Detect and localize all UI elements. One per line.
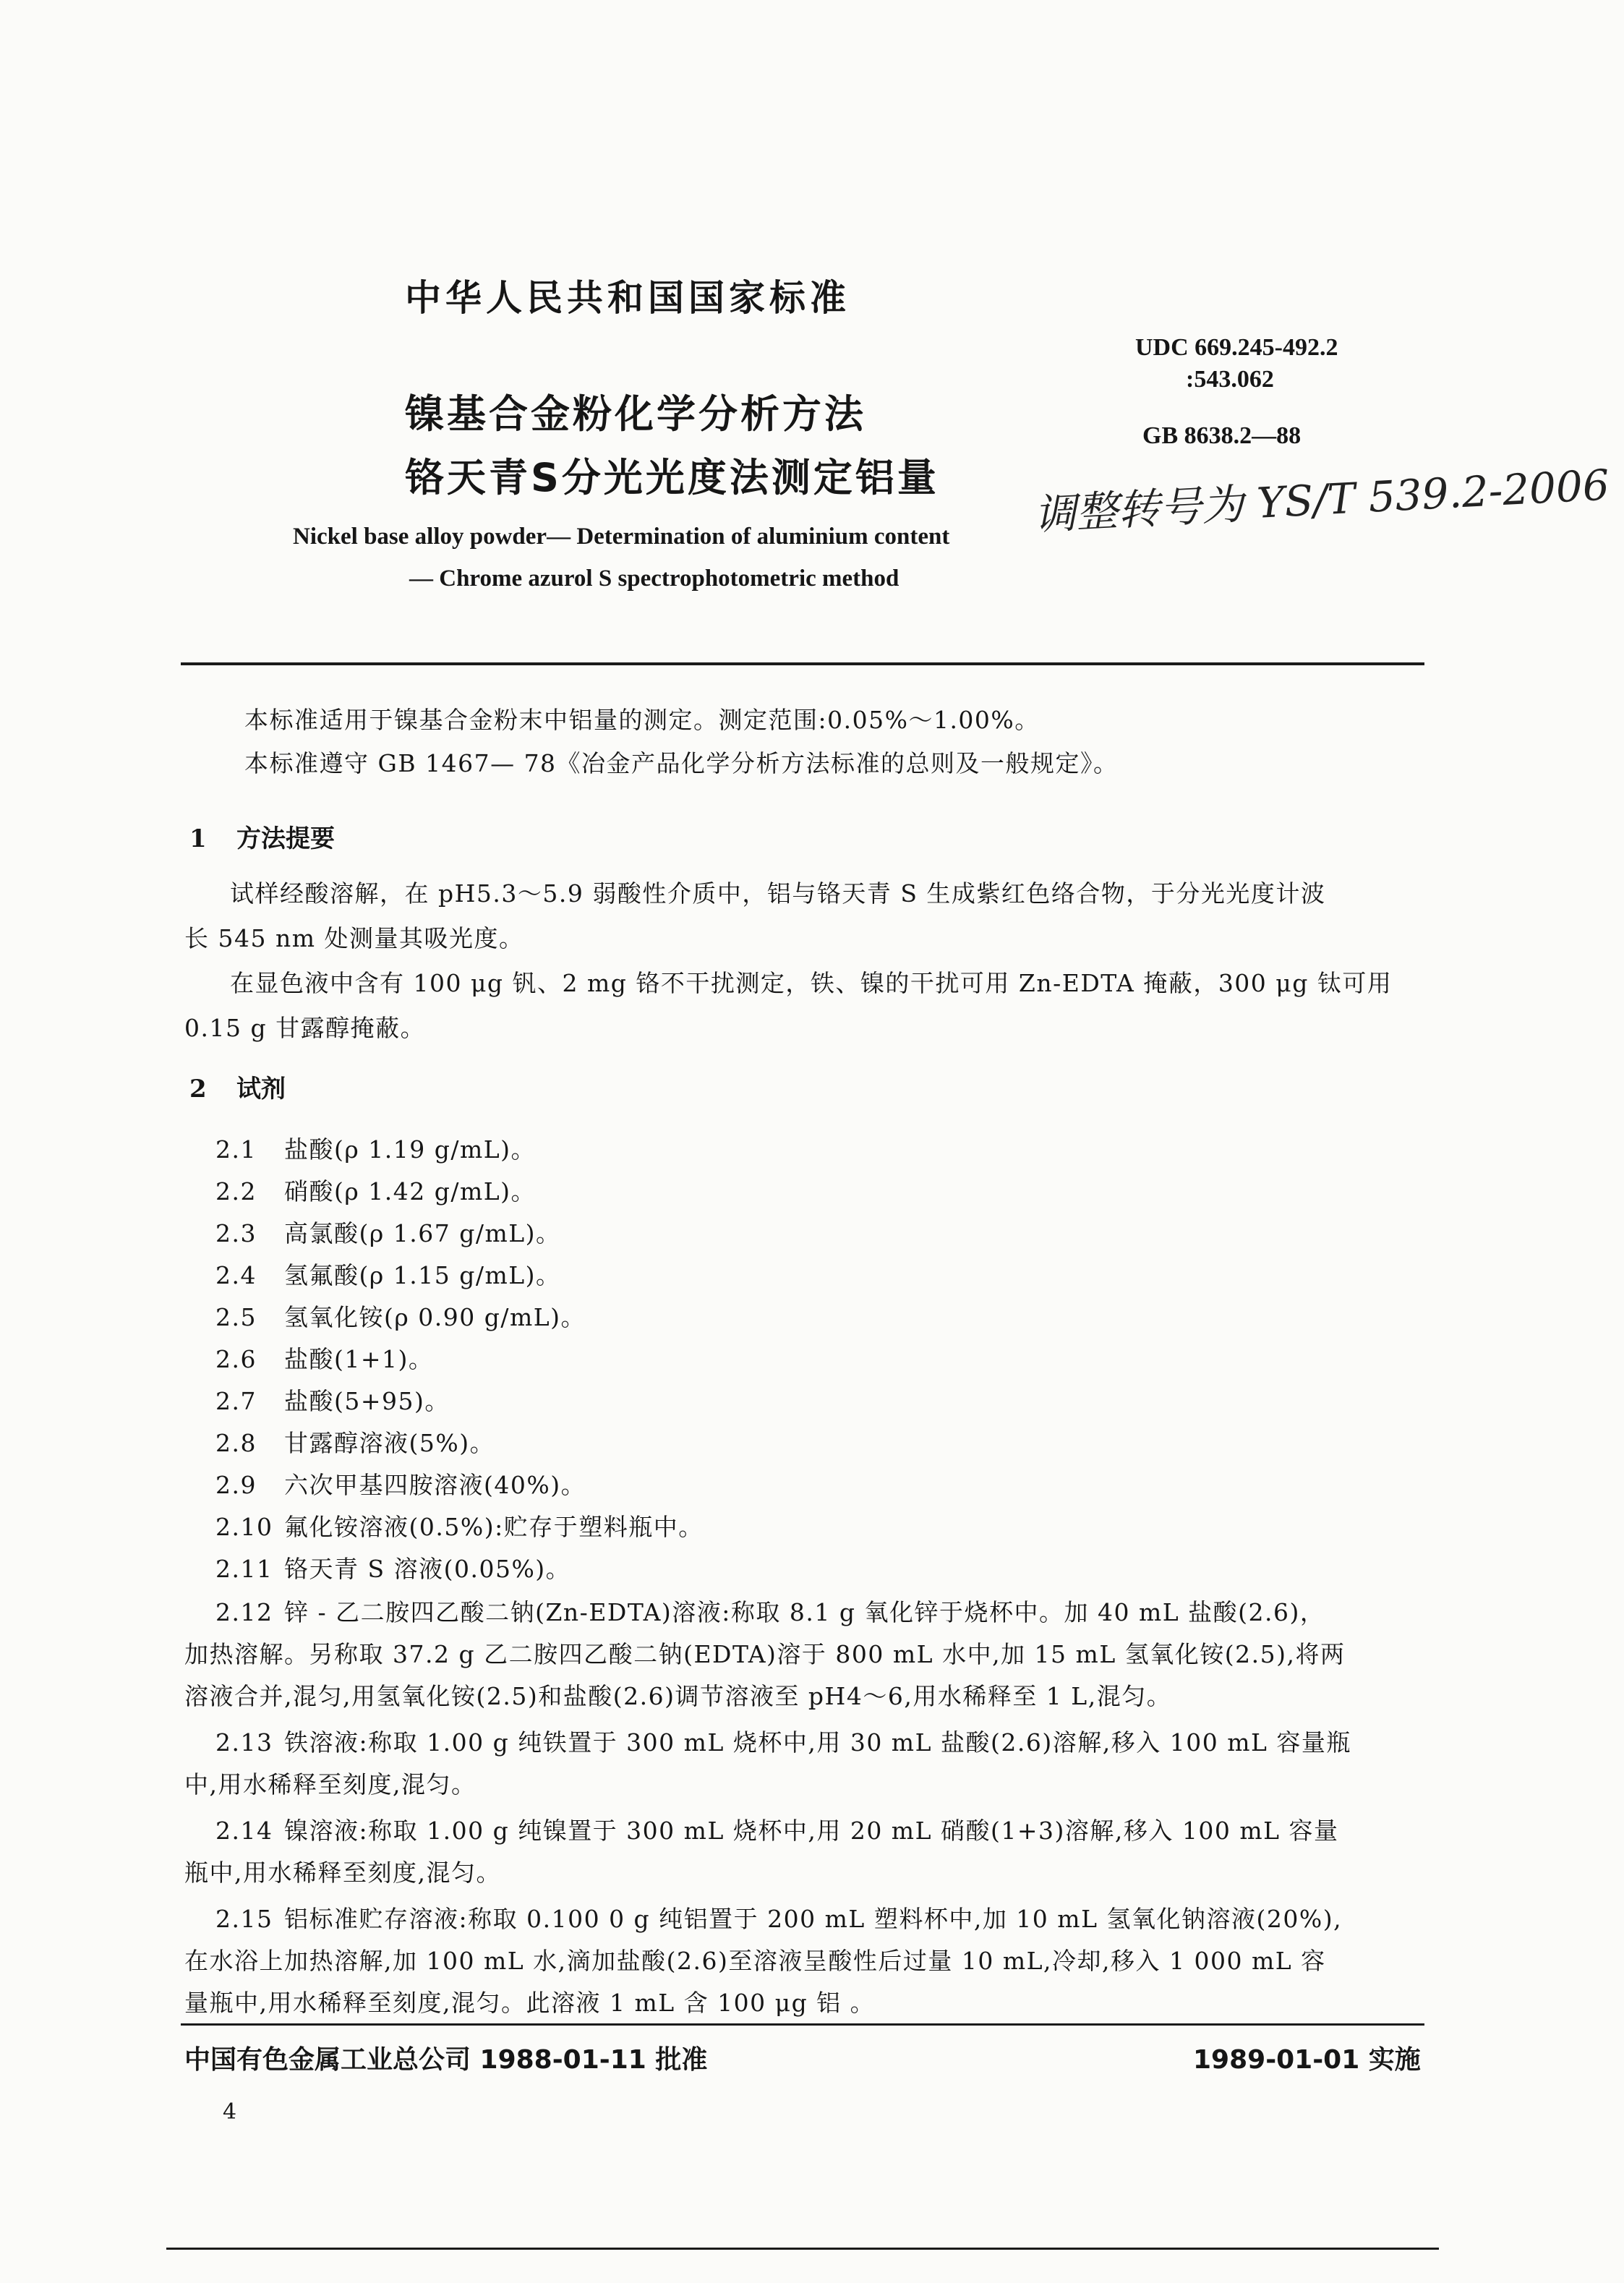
reagent-2-12-line1 (215, 1594, 1325, 1628)
reagent-2-12-line2: 加热溶解。另称取 37.2 g 乙二胺四乙酸二钠(EDTA)溶于 800 mL 水中,加 15 mL 氢氧化铵(2.5),将两 (184, 1640, 1346, 1668)
reagent-text: 铝标准贮存溶液:称取 0.100 0 g 纯铝置于 200 mL 塑料杯中,加 10 mL 氢氧化钠溶液(20%), (284, 1905, 1343, 1933)
reagent-number: 2.10 (215, 1513, 273, 1541)
handwritten-annotation: 调整转号为 YS/T 539.2-2006 (1033, 460, 1611, 539)
section-2-title: 试剂 (236, 1075, 286, 1104)
reagent-number: 2.13 (215, 1728, 273, 1757)
reagent-number: 2.9 (215, 1471, 257, 1499)
reagent-text: 铁溶液:称取 1.00 g 纯铁置于 300 mL 烧杯中,用 30 mL 盐酸(2.6)溶解,移入 100 mL 容量瓶 (284, 1728, 1351, 1757)
reagent-number: 2.5 (215, 1303, 257, 1331)
reagent-number: 2.11 (215, 1555, 273, 1583)
section-1-para1-line1: 试样经酸溶解，在 pH5.3～5.9 弱酸性介质中，铝与铬天青 S 生成紫红色络合物，于分光光度计波 (230, 879, 1326, 908)
section-1-number: 1 (189, 824, 207, 853)
english-title-line2: — Chrome azurol S spectrophotometric method (409, 566, 899, 592)
document-title-line2: 铬天青S分光光度法测定铝量 (405, 455, 939, 500)
reagent-text: 氢氧化铵(ρ 0.90 g/mL)。 (284, 1303, 586, 1331)
reagent-item (215, 1425, 495, 1459)
reagent-item (215, 1550, 570, 1584)
effective-date-text: 1989-01-01 实施 (1193, 2045, 1421, 2075)
reagent-number: 2.4 (215, 1261, 257, 1289)
intro-scope-text: 本标准适用于镍基合金粉末中铝量的测定。测定范围:0.05%～1.00%。 (244, 706, 1040, 734)
reagent-2-15-line3: 量瓶中,用水稀释至刻度,混匀。此溶液 1 mL 含 100 μg 铝 。 (184, 1989, 876, 2017)
reagent-number: 2.12 (215, 1598, 273, 1626)
reagent-2-13-line2: 中,用水稀释至刻度,混匀。 (184, 1770, 476, 1798)
section-2-number: 2 (189, 1075, 207, 1104)
reagent-item (215, 1341, 433, 1375)
reagent-item (215, 1467, 586, 1501)
national-standard-heading: 中华人民共和国国家标准 (405, 277, 850, 319)
reagent-item (215, 1383, 450, 1417)
section-1-para2-line1: 在显色液中含有 100 μg 钒、2 mg 铬不干扰测定，铁、镍的干扰可用 Zn-EDTA 掩蔽，300 μg 钛可用 (230, 969, 1393, 997)
section-1-para1-line2: 长 545 nm 处测量其吸光度。 (184, 924, 524, 952)
reagent-text: 高氯酸(ρ 1.67 g/mL)。 (284, 1219, 561, 1247)
page-number: 4 (223, 2099, 237, 2125)
reagent-text: 硝酸(ρ 1.42 g/mL)。 (284, 1177, 537, 1205)
english-title-line1: Nickel base alloy powder— Determination of aluminium content (293, 524, 950, 550)
reagent-number: 2.2 (215, 1177, 257, 1205)
reagent-2-14-line1 (215, 1812, 1339, 1846)
reagent-2-15-line1 (215, 1900, 1342, 1934)
header-divider (181, 662, 1424, 665)
reagent-2-14-line2: 瓶中,用水稀释至刻度,混匀。 (184, 1859, 501, 1887)
reagent-item (215, 1173, 536, 1207)
reagent-text: 铬天青 S 溶液(0.05%)。 (284, 1555, 571, 1583)
reagent-text: 镍溶液:称取 1.00 g 纯镍置于 300 mL 烧杯中,用 20 mL 硝酸(1+3)溶解,移入 100 mL 容量 (284, 1817, 1339, 1845)
reagent-item (215, 1509, 704, 1542)
reagent-number: 2.8 (215, 1429, 257, 1457)
reagent-2-12-line3: 溶液合并,混匀,用氢氧化铵(2.5)和盐酸(2.6)调节溶液至 pH4～6,用水稀释至 1 L,混匀。 (184, 1682, 1172, 1710)
section-1-title: 方法提要 (236, 824, 335, 853)
gb-standard-number: GB 8638.2—88 (1142, 422, 1302, 449)
reagent-2-15-line2: 在水浴上加热溶解,加 100 mL 水,滴加盐酸(2.6)至溶液呈酸性后过量 10 mL,冷却,移入 1 000 mL 容 (184, 1947, 1326, 1975)
reagent-number: 2.15 (215, 1905, 273, 1933)
section-1-heading (189, 819, 335, 854)
reagent-text: 盐酸(5+95)。 (284, 1387, 450, 1415)
intro-reference-text: 本标准遵守 GB 1467— 78《冶金产品化学分析方法标准的总则及一般规定》。 (244, 749, 1119, 777)
reagent-number: 2.1 (215, 1135, 257, 1164)
reagent-text: 氟化铵溶液(0.5%):贮存于塑料瓶中。 (284, 1513, 704, 1541)
reagent-number: 2.3 (215, 1219, 257, 1247)
reagent-item (215, 1131, 536, 1165)
bottom-edge-line (166, 2248, 1439, 2250)
reagent-number: 2.6 (215, 1345, 257, 1373)
reagent-text: 盐酸(1+1)。 (284, 1345, 434, 1373)
reagent-text: 氢氟酸(ρ 1.15 g/mL)。 (284, 1261, 561, 1289)
section-2-heading (189, 1069, 286, 1104)
approval-text: 中国有色金属工业总公司 1988-01-11 批准 (184, 2045, 708, 2075)
reagent-text: 锌 - 乙二胺四乙酸二钠(Zn-EDTA)溶液:称取 8.1 g 氧化锌于烧杯中。加 40 mL 盐酸(2.6)， (284, 1598, 1325, 1626)
footer-divider (181, 2023, 1424, 2026)
reagent-item (215, 1257, 561, 1291)
reagent-item (215, 1299, 586, 1333)
reagent-number: 2.7 (215, 1387, 257, 1415)
reagent-item (215, 1215, 561, 1249)
reagent-text: 六次甲基四胺溶液(40%)。 (284, 1471, 586, 1499)
reagent-text: 盐酸(ρ 1.19 g/mL)。 (284, 1135, 537, 1164)
reagent-number: 2.14 (215, 1817, 273, 1845)
udc-code-line1: UDC 669.245-492.2 (1135, 334, 1338, 361)
reagent-2-13-line1 (215, 1724, 1351, 1758)
reagent-text: 甘露醇溶液(5%)。 (284, 1429, 495, 1457)
section-1-para2-line2: 0.15 g 甘露醇掩蔽。 (184, 1014, 426, 1042)
udc-code-line2: :543.062 (1186, 366, 1274, 393)
document-title-line1: 镍基合金粉化学分析方法 (405, 391, 866, 437)
